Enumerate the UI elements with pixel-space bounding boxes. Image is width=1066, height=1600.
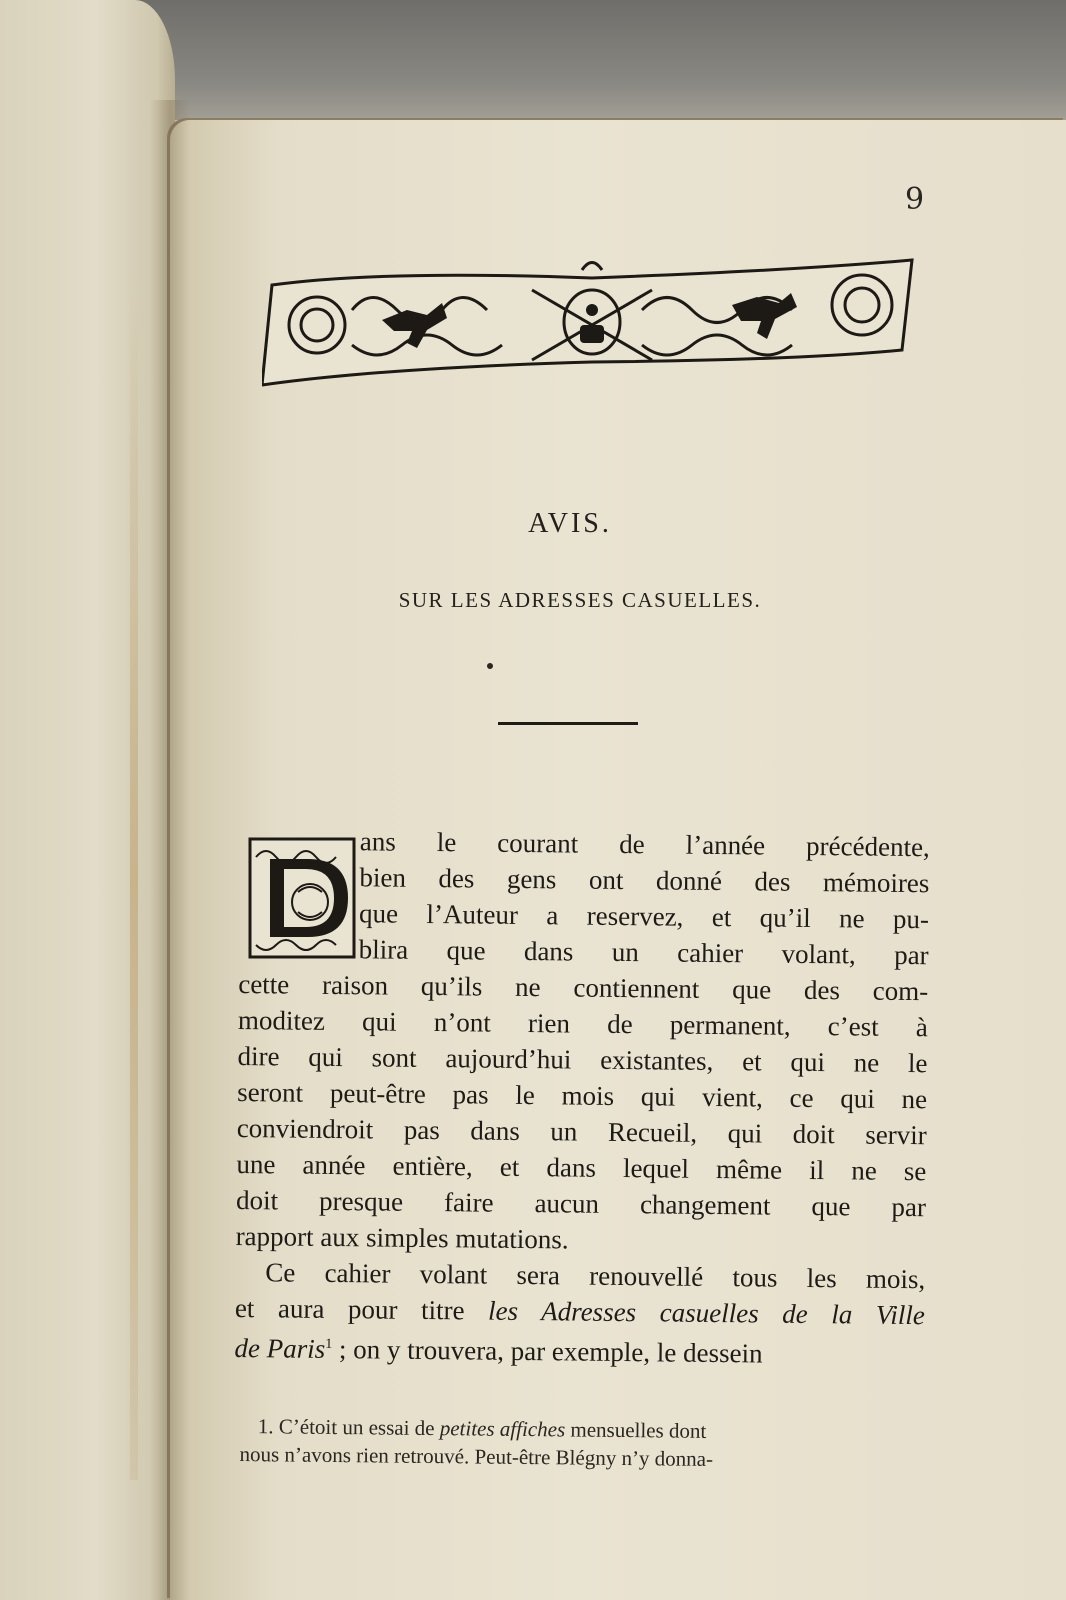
footnote-line: nous n’avons rien retrouvé. Peut-être Blégny n’y donna- [239, 1441, 714, 1471]
body-line: une année entière, et dans lequel même il ne se [236, 1148, 927, 1187]
body-line: dire qui sont aujourd’hui existantes, et qui ne le [237, 1040, 928, 1079]
page-number: 9 [905, 182, 925, 217]
italic-run: petites affiches [439, 1416, 566, 1442]
body-line: blira que dans un cahier volant, par [358, 934, 929, 971]
text-run: C’étoit un essai de [278, 1414, 440, 1441]
ink-dot [487, 663, 493, 669]
body-line: ans le courant de l’année précédente, [359, 826, 930, 863]
body-line: seront peut-être pas le mois qui vient, ce qui ne [237, 1076, 928, 1115]
ornament-headpiece [262, 250, 924, 390]
body-line [234, 1326, 924, 1369]
text-run: mensuelles dont [565, 1417, 707, 1443]
body-line: conviendroit pas dans un Recueil, qui doit servir [236, 1112, 927, 1151]
page-subtitle: SUR LES ADRESSES CASUELLES. [398, 588, 762, 612]
page-edge [130, 280, 138, 1480]
page-title: AVIS. [528, 508, 612, 539]
left-page [0, 0, 175, 1600]
italic-run: les Adresses casuelles de la Ville [487, 1295, 926, 1331]
body-line: moditez qui n’ont rien de permanent, c’est à [237, 1004, 929, 1043]
body-line: rapport aux simples mutations. [235, 1220, 569, 1255]
body-line: que l’Auteur a reservez, et qu’il ne pu- [358, 898, 930, 935]
footnote [239, 1412, 920, 1475]
text-run: et aura pour titre [234, 1292, 489, 1326]
body-text [234, 822, 930, 1369]
text-run: ; on y trouvera, par exemple, le dessein [332, 1333, 763, 1369]
body-line: cette raison qu’ils ne contiennent que des com- [238, 968, 929, 1007]
divider-rule [498, 722, 638, 725]
body-line: doit presque faire aucun changement que par [235, 1184, 927, 1223]
body-line: bien des gens ont donné des mémoires [359, 862, 930, 899]
body-line: Ce cahier volant sera renouvellé tous les mois, [265, 1257, 926, 1295]
italic-run: de Paris [234, 1332, 326, 1364]
footnote-marker: 1. [257, 1414, 274, 1439]
footnote-ref: 1 [325, 1336, 333, 1352]
gutter-shadow [150, 100, 190, 1600]
